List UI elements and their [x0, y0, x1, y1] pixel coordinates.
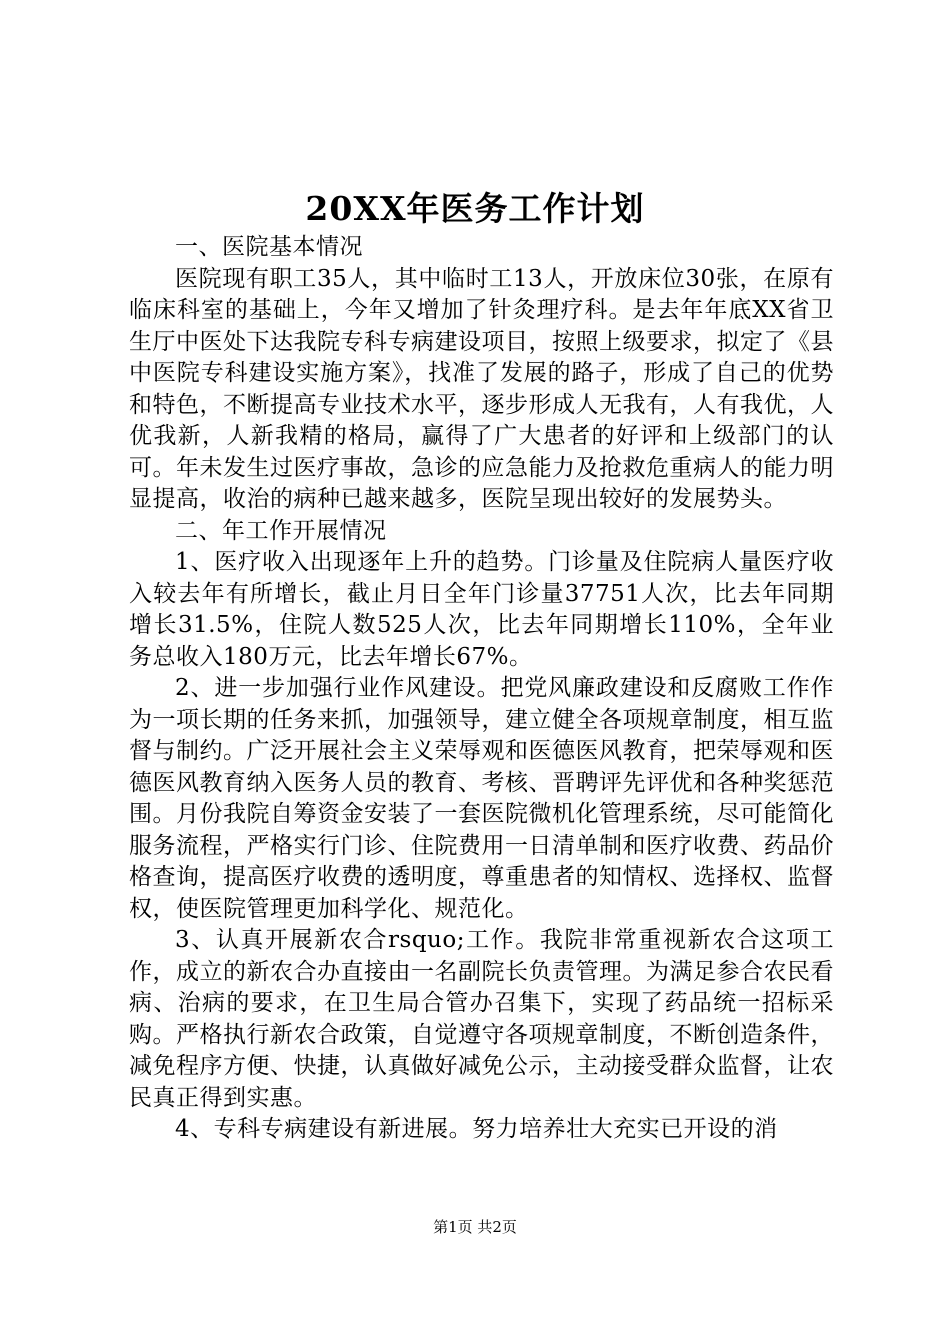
section-heading-work-progress: 二、年工作开展情况: [175, 517, 387, 544]
document-body: [129, 232, 834, 1146]
section-heading-basic-info: 一、医院基本情况: [175, 234, 363, 260]
page-footer: 第1页 共2页: [433, 1218, 517, 1236]
paragraph-work-style: 2、进一步加强行业作风建设。把党风廉政建设和反腐败工作作为一项长期的任务来抓，加强领导，建立健全各项规章制度，相互监督与制约。广泛开展社会主义荣辱观和医德医风教育，把荣辱观和医德医风教育纳入医务人员的教育、考核、晋聘评先评优和各种奖惩范围。月份我院自筹资金安装了一套医院微机化管理系统，尽可能简化服务流程，严格实行门诊、住院费用一日清单制和医疗收费、药品价格查询，提高医疗收费的透明度，尊重患者的知情权、选择权、监督权，使医院管理更加科学化、规范化。: [129, 675, 834, 922]
document-title: 20XX年医务工作计划: [305, 189, 645, 228]
paragraph-basic-info: 医院现有职工35人，其中临时工13人，开放床位30张，在原有临床科室的基础上，今年又增加了针灸理疗科。是去年年底XX省卫生厅中医处下达我院专科专病建设项目，按照上级要求，拟定了《县中医院专科建设实施方案》，找准了发展的路子，形成了自己的优势和特色，不断提高专业技术水平，逐步形成人无我有，人有我优，人优我新，人新我精的格局，赢得了广大患者的好评和上级部门的认可。年未发生过医疗事故，急诊的应急能力及抢救危重病人的能力明显提高，收治的病种已越来越多，医院呈现出较好的发展势头。: [129, 265, 834, 512]
paragraph-medical-income: 1、医疗收入出现逐年上升的趋势。门诊量及住院病人量医疗收入较去年有所增长，截止月日全年门诊量37751人次，比去年同期增长31.5%，住院人数525人次，比去年同期增长110%，全年业务总收入180万元，比去年增长67%。: [129, 549, 834, 670]
paragraph-specialty-progress: 4、专科专病建设有新进展。努力培养壮大充实已开设的消: [175, 1116, 778, 1142]
paragraph-new-rural-coop: 3、认真开展新农合rsquo;工作。我院非常重视新农合这项工作，成立的新农合办直接由一名副院长负责管理。为满足参合农民看病、治病的要求，在卫生局合管办召集下，实现了药品统一招标采购。严格执行新农合政策，自觉遵守各项规章制度，不断创造条件，减免程序方便、快捷，认真做好减免公示，主动接受群众监督，让农民真正得到实惠。: [129, 927, 834, 1111]
